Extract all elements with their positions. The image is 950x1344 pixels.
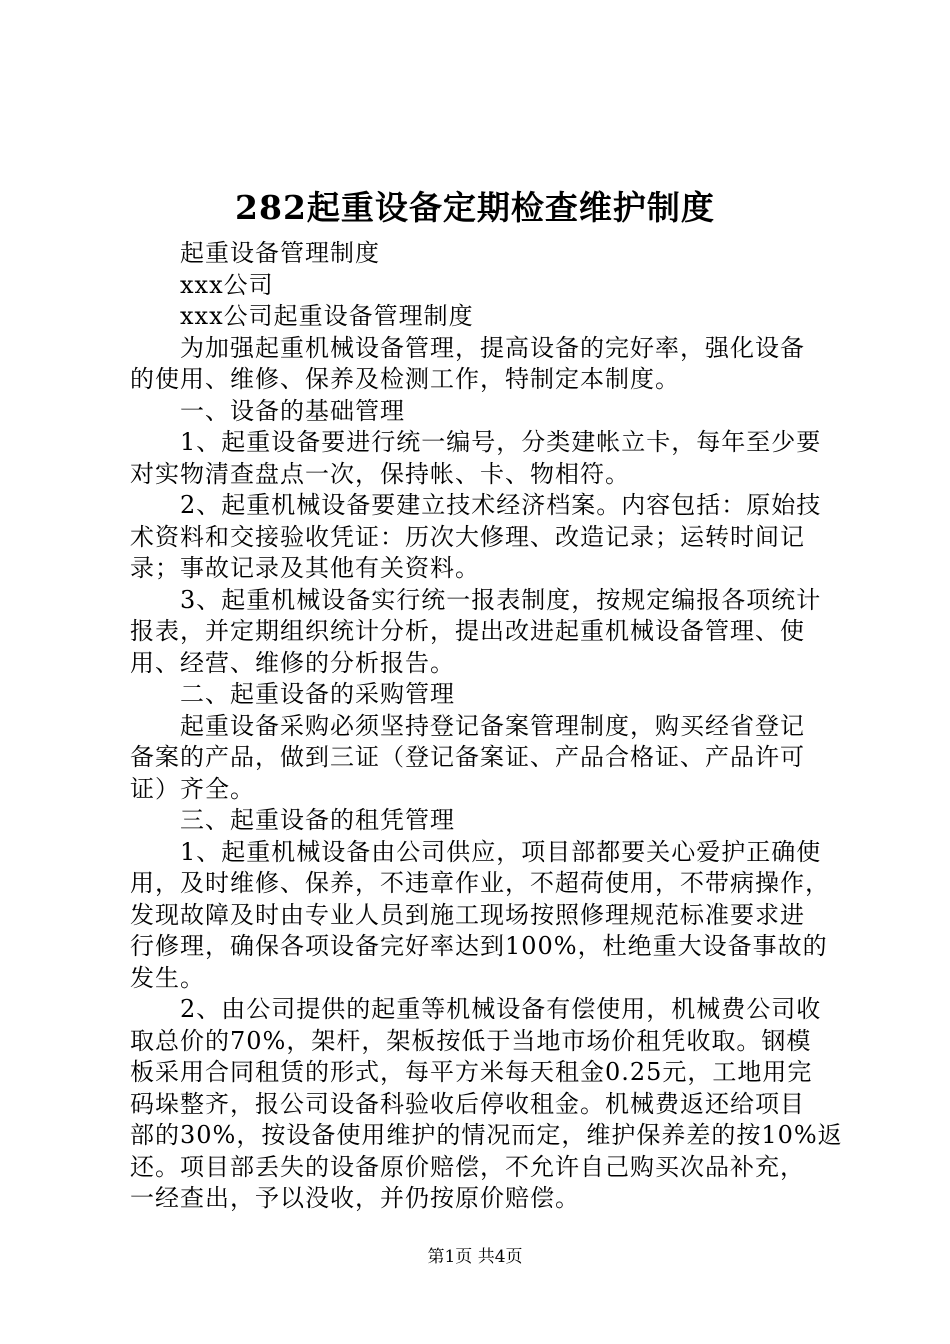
body-line: 部的30%，按设备使用维护的情况而定，维护保养差的按10%返	[130, 1121, 843, 1149]
body-line: 三、起重设备的租凭管理	[180, 806, 455, 834]
document-title: 282起重设备定期检查维护制度	[235, 188, 715, 227]
body-line: 二、起重设备的采购管理	[180, 680, 455, 708]
body-line: 一、设备的基础管理	[180, 396, 405, 425]
body-line: 板采用合同租赁的形式，每平方米每天租金0.25元，工地用完	[130, 1058, 813, 1086]
body-line: 还。项目部丢失的设备原价赔偿，不允许自己购买次品补充，	[130, 1152, 805, 1181]
body-line: 3、起重机械设备实行统一报表制度，按规定编报各项统计	[180, 585, 822, 614]
body-line: 一经查出，予以没收，并仍按原价赔偿。	[130, 1184, 580, 1212]
body-line: 用、经营、维修的分析报告。	[130, 648, 455, 677]
body-line: 备案的产品，做到三证（登记备案证、产品合格证、产品许可	[130, 743, 805, 771]
document-body	[130, 238, 843, 1215]
body-line: 取总价的70%，架杆，架板按低于当地市场价租凭收取。钢模	[130, 1026, 812, 1055]
body-line: 报表，并定期组织统计分析，提出改进起重机械设备管理、使	[130, 617, 805, 645]
body-line: 术资料和交接验收凭证：历次大修理、改造记录；运转时间记	[130, 522, 805, 551]
body-line: 行修理，确保各项设备完好率达到100%，杜绝重大设备事故的	[130, 932, 828, 960]
body-line: 2、起重机械设备要建立技术经济档案。内容包括：原始技	[180, 491, 822, 519]
body-line: 对实物清查盘点一次，保持帐、卡、物相符。	[130, 459, 630, 488]
body-line: 1、起重机械设备由公司供应，项目部都要关心爱护正确使	[180, 837, 822, 866]
body-line: 为加强起重机械设备管理，提高设备的完好率，强化设备	[180, 333, 805, 362]
body-line: 发现故障及时由专业人员到施工现场按照修理规范标准要求进	[130, 900, 805, 929]
body-line: 的使用、维修、保养及检测工作，特制定本制度。	[130, 365, 680, 393]
body-line: xxx公司起重设备管理制度	[180, 302, 474, 330]
body-line: 1、起重设备要进行统一编号，分类建帐立卡，每年至少要	[180, 428, 822, 456]
body-line: 起重设备管理制度	[180, 239, 380, 267]
body-line: 用，及时维修、保养，不违章作业，不超荷使用，不带病操作，	[130, 869, 830, 897]
body-line: 2、由公司提供的起重等机械设备有偿使用，机械费公司收	[180, 995, 822, 1023]
body-line: 发生。	[130, 963, 205, 992]
page-footer: 第1页 共4页	[427, 1247, 523, 1267]
body-line: 证）齐全。	[130, 774, 255, 803]
body-line: 录；事故记录及其他有关资料。	[130, 554, 480, 582]
body-line: 起重设备采购必须坚持登记备案管理制度，购买经省登记	[180, 711, 805, 740]
body-line: xxx公司	[180, 270, 274, 299]
body-line: 码垛整齐，报公司设备科验收后停收租金。机械费返还给项目	[130, 1089, 805, 1118]
